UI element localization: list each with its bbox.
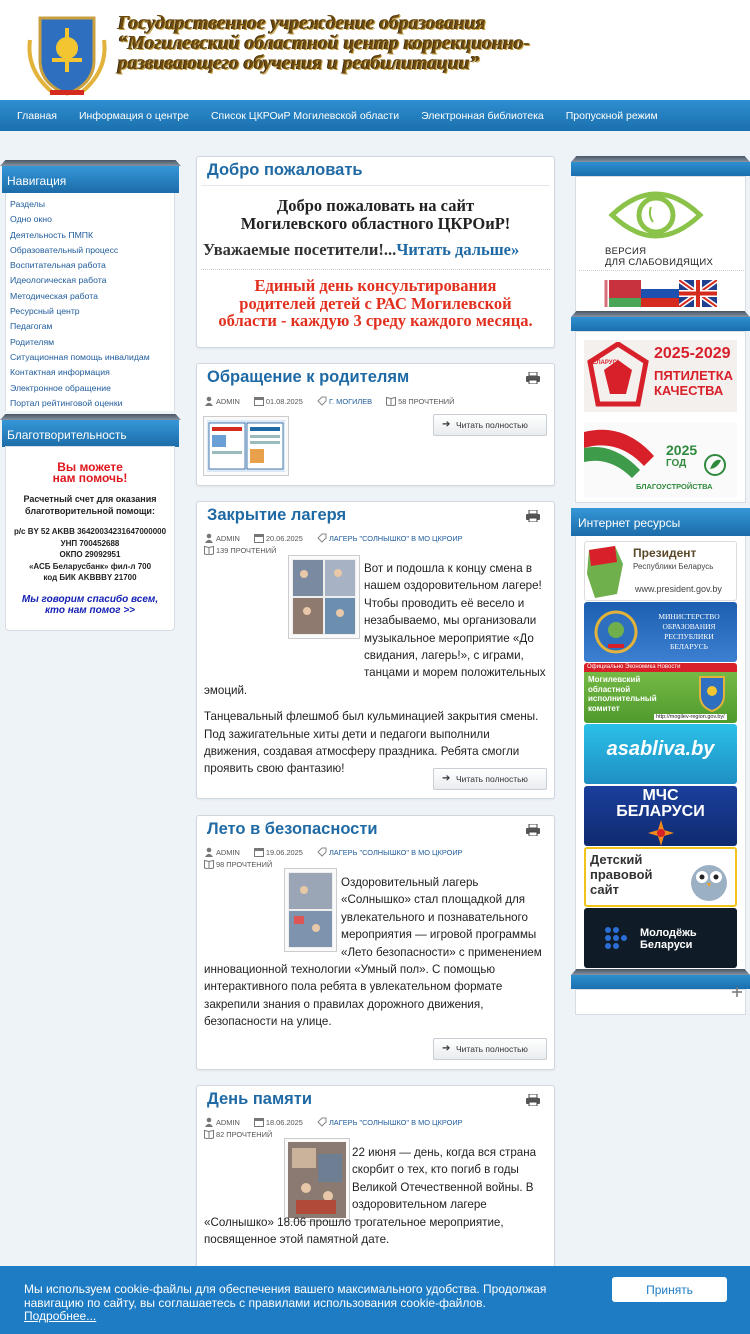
banner-text: asabliva.by xyxy=(606,738,715,760)
read-full-button[interactable]: ➔ Читать полностью xyxy=(433,414,547,436)
consultation-notice xyxy=(197,277,554,330)
banner-text-line: Молодёжь xyxy=(640,927,697,939)
cookie-text xyxy=(24,1283,599,1324)
article-card xyxy=(196,815,555,1070)
print-icon[interactable] xyxy=(526,510,540,522)
nav-item[interactable]: Деятельность ПМПК xyxy=(10,229,94,240)
uk-flag-icon[interactable] xyxy=(679,280,717,307)
banner-text: Республики Беларусь xyxy=(633,562,714,571)
nav-item[interactable]: Разделы xyxy=(10,199,45,209)
cookie-more-link[interactable]: Подробнее... xyxy=(24,1309,97,1323)
dots-logo-icon xyxy=(604,926,628,950)
banner-text-line: Беларуси xyxy=(640,939,693,951)
cookie-message: Мы используем cookie-файлы для обеспечения вашего максимального удобства. Продолжая навигацию по сайту, вы соглашаетесь с правилами использования cookie-файлов. xyxy=(24,1282,547,1310)
mchs-star-icon xyxy=(648,820,674,846)
banner-text-line: МЧС xyxy=(642,787,679,804)
banner-text: http://mogilev-region.gov.by/ xyxy=(656,714,725,720)
menu-about[interactable]: Информация о центре xyxy=(78,109,189,122)
article-title[interactable]: Закрытие лагеря xyxy=(207,506,347,524)
bank-unp: УНП 700452688 xyxy=(60,538,120,548)
article-meta xyxy=(204,1117,547,1141)
right-panel-header xyxy=(571,162,750,176)
banner-text xyxy=(584,788,737,820)
book-icon xyxy=(204,859,214,869)
right-panel-header xyxy=(571,975,750,989)
menu-centers-list[interactable]: Список ЦКРОиР Могилевской области xyxy=(210,109,400,122)
article-card xyxy=(196,1085,555,1285)
oblispolkom-banner[interactable] xyxy=(584,663,737,723)
calendar-icon xyxy=(254,533,264,543)
print-icon[interactable] xyxy=(526,1094,540,1106)
site-header xyxy=(0,0,750,100)
book-icon xyxy=(204,1129,214,1139)
welcome-text xyxy=(197,197,554,233)
pyatiletka-line: КАЧЕСТВА xyxy=(654,383,724,398)
author-name: ADMIN xyxy=(216,397,240,406)
asabliva-banner[interactable] xyxy=(584,724,737,784)
author xyxy=(204,534,246,543)
visitors-greeting: Уважаемые посетители!... xyxy=(203,240,397,259)
author-name: ADMIN xyxy=(216,1118,240,1127)
article-body xyxy=(204,560,548,778)
views-count: 58 ПРОЧТЕНИЙ xyxy=(398,397,455,406)
russia-flag-icon[interactable] xyxy=(641,280,679,307)
coat-of-arms-logo[interactable] xyxy=(22,10,112,96)
banner-text: Президент xyxy=(633,546,697,560)
category-link[interactable]: ЛАГЕРЬ "СОЛНЫШКО" В МО ЦКРОИР xyxy=(328,848,463,857)
charity-title-line: Вы можете xyxy=(57,460,123,474)
banner-text xyxy=(588,675,657,713)
bank-account: р/с BY 52 AKBB 36420034231647000000 xyxy=(13,527,167,536)
category-link[interactable]: ЛАГЕРЬ "СОЛНЫШКО" В МО ЦКРОИР xyxy=(328,1118,463,1127)
nav-item[interactable]: Ресурсный центр xyxy=(10,306,80,317)
owl-icon xyxy=(686,853,732,903)
book-icon xyxy=(386,396,396,406)
welcome-title: Добро пожаловать xyxy=(207,161,363,179)
tag xyxy=(317,1118,469,1127)
coat-of-arms-icon xyxy=(692,673,732,713)
internet-resources-heading: Интернет ресурсы xyxy=(571,508,750,536)
expand-icon[interactable] xyxy=(732,987,742,997)
float-spacer xyxy=(204,560,364,678)
read-full-button[interactable]: ➔ Читать полностью xyxy=(433,1038,547,1060)
menu-access[interactable]: Пропускной режим xyxy=(565,109,658,122)
notice-line: Единый день консультирования xyxy=(254,276,497,295)
nav-item[interactable]: Идеологическая работа xyxy=(10,275,107,286)
banner-text-line: БЕЛАРУСЬ xyxy=(670,642,708,651)
campaign-panel xyxy=(575,331,746,503)
views xyxy=(204,1130,278,1139)
leaf-badge-icon xyxy=(704,454,726,476)
charity-subtitle-line: благотворительной помощи: xyxy=(25,506,155,516)
welcome-line: Могилевского областного ЦКРОиР! xyxy=(240,214,511,233)
god-text: БЛАГОУСТРОЙСТВА xyxy=(636,482,713,491)
user-icon xyxy=(204,1117,214,1127)
pyatiletka-text xyxy=(654,368,733,398)
nav-item[interactable]: Портал рейтинговой оценки xyxy=(10,397,123,408)
pyatiletka-line: ПЯТИЛЕТКА xyxy=(654,368,734,383)
ministry-education-banner[interactable] xyxy=(584,602,737,662)
notice-line: области - каждую 3 среду каждого месяца. xyxy=(218,311,533,330)
nav-item[interactable]: Образовательный процесс xyxy=(10,244,119,255)
banner-text-line: ОБРАЗОВАНИЯ xyxy=(662,622,716,631)
article-thumbnail[interactable] xyxy=(203,416,289,476)
author xyxy=(204,397,246,406)
print-icon[interactable] xyxy=(526,372,540,384)
author-name: ADMIN xyxy=(216,534,240,543)
article-title[interactable]: Обращение к родителям xyxy=(207,368,410,386)
article-paragraph: 22 июня — день, когда вся страна скорбит о тех, кто погиб в годы Великой Отечественной войны. В оздоровительном лагере «Солнышко» 18.06 прошло трогательное мероприятие, посвященное этой памятной дате. xyxy=(204,1146,537,1247)
president-banner[interactable] xyxy=(584,541,737,601)
menu-home[interactable]: Главная xyxy=(17,109,57,122)
god-year: 2025 xyxy=(666,442,698,458)
nav-item[interactable]: Электронное обращение xyxy=(10,382,111,393)
banner-text-line: МИНИСТЕРСТВО xyxy=(658,612,720,621)
top-menu xyxy=(0,100,750,131)
calendar-icon xyxy=(254,1117,264,1127)
charity-panel xyxy=(5,446,175,631)
tag xyxy=(317,397,378,406)
views-count: 98 ПРОЧТЕНИЙ xyxy=(216,860,273,869)
calendar-icon xyxy=(254,396,264,406)
tag xyxy=(317,534,469,543)
charity-heading: Благотворительность xyxy=(2,420,179,447)
date-text: 19.06.2025 xyxy=(265,848,303,857)
banner-text-line: правовой xyxy=(590,867,653,882)
pyatiletka-years: 2025-2029 xyxy=(654,345,731,362)
bank-okpo: ОКПО 29092951 xyxy=(59,550,121,559)
banner-text-line: РЕСПУБЛИКИ xyxy=(664,632,714,641)
article-card xyxy=(196,363,555,486)
author-name: ADMIN xyxy=(216,848,240,857)
article-meta xyxy=(204,533,547,557)
site-title-line: развивающего обучения и реабилитации” xyxy=(118,53,480,74)
charity-title xyxy=(6,462,174,484)
banner-text xyxy=(590,852,653,897)
book-icon xyxy=(204,545,214,555)
article-body xyxy=(204,1144,548,1248)
site-title-line: “Могилевский областной центр коррекционно- xyxy=(118,33,531,54)
god-blagoustroystva-banner[interactable] xyxy=(584,422,737,498)
banner-text-line: сайт xyxy=(590,882,619,897)
tag-icon xyxy=(317,1117,327,1127)
notice-line: родителей детей с РАС Могилевской xyxy=(239,293,512,313)
article-paragraph: Оздоровительный лагерь «Солнышко» стал площадкой для увлекательного и познавательного мероприятия — игровой программы «Лето безопасности» с применением инновационной технологии «Умный пол». С помощью интерактивного пола ребята в увлекательном формате закрепили знания о правилах дорожного движения, безопасности на улице. xyxy=(204,876,542,1029)
navigation-heading: Навигация xyxy=(2,166,179,193)
author xyxy=(204,848,246,857)
category-link[interactable]: Г. МОГИЛЕВ xyxy=(328,397,373,406)
right-panel-header xyxy=(571,317,750,331)
banner-text xyxy=(646,612,732,652)
tag xyxy=(317,848,469,857)
visitors-line xyxy=(203,240,554,260)
date xyxy=(254,534,309,543)
tag-icon xyxy=(317,533,327,543)
accessibility-text[interactable] xyxy=(605,246,713,268)
quality-sign-icon xyxy=(586,342,650,410)
menu-library[interactable]: Электронная библиотека xyxy=(421,109,544,122)
banner-text-line: Могилевский xyxy=(588,675,641,684)
user-icon xyxy=(204,396,214,406)
charity-thanks-line: кто нам помог >> xyxy=(44,604,135,616)
welcome-block xyxy=(196,156,555,348)
charity-thanks-line: Мы говорим спасибо всем, xyxy=(21,593,159,605)
article-meta xyxy=(204,847,547,871)
date-text: 20.06.2025 xyxy=(265,534,303,543)
empty-panel xyxy=(575,989,746,1015)
welcome-line: Добро пожаловать на сайт xyxy=(276,196,475,215)
badge-text: БЕЛАРУСЬ xyxy=(588,360,622,366)
bank-details xyxy=(6,526,174,584)
site-title-line: Государственное учреждение образования xyxy=(118,13,486,34)
banner-text xyxy=(640,927,697,951)
banner-text-line: Детский xyxy=(590,852,643,867)
user-icon xyxy=(204,533,214,543)
god-word: ГОД xyxy=(666,458,687,469)
banner-text: www.president.gov.by xyxy=(635,584,722,594)
float-spacer xyxy=(204,1144,352,1212)
leaflet-image xyxy=(207,420,285,472)
banner-text-line: исполнительный xyxy=(588,694,657,703)
eye-icon[interactable] xyxy=(606,185,706,245)
charity-subtitle-line: Расчетный счет для оказания xyxy=(23,494,157,504)
tag-icon xyxy=(317,396,327,406)
children-legal-site-banner[interactable] xyxy=(584,847,737,907)
divider xyxy=(579,270,744,271)
float-spacer xyxy=(204,874,341,960)
mchs-banner[interactable] xyxy=(584,786,737,846)
article-card xyxy=(196,501,555,799)
views xyxy=(386,397,460,406)
print-icon[interactable] xyxy=(526,824,540,836)
youth-belarus-banner[interactable] xyxy=(584,908,737,968)
article-meta xyxy=(204,396,547,408)
charity-subtitle xyxy=(6,493,174,517)
belarus-map-icon xyxy=(585,542,625,601)
navigation-panel xyxy=(5,193,175,411)
cookie-accept-button[interactable]: Принять xyxy=(612,1277,727,1302)
nav-item[interactable]: Родителям xyxy=(10,336,55,347)
banner-text-line: областной xyxy=(588,684,631,694)
category-link[interactable]: ЛАГЕРЬ "СОЛНЫШКО" В МО ЦКРОИР xyxy=(328,534,463,543)
bank-bik: код БИК AKBBBY 21700 xyxy=(43,573,137,582)
accessibility-line: ДЛЯ СЛАБОВИДЯЩИХ xyxy=(605,257,714,268)
read-more-link[interactable]: Читать дальше» xyxy=(396,240,520,259)
article-title[interactable]: Лето в безопасности xyxy=(207,820,378,838)
site-title xyxy=(118,14,558,74)
author xyxy=(204,1118,246,1127)
bank-name: «АСБ Беларусбанк» фил-л 700 xyxy=(28,561,152,571)
date-text: 01.08.2025 xyxy=(265,397,303,406)
calendar-icon xyxy=(254,847,264,857)
emblem-icon xyxy=(592,608,640,656)
article-paragraph: Вот и подошла к концу смена в нашем оздоровительном лагере! Чтобы проводить её весело и незабываемо, мы организовали музыкальное мероприятие «До свидания, лагерь!», с играми, танцами и морем положительных эмоций. xyxy=(204,562,546,697)
charity-thanks-link[interactable] xyxy=(6,594,174,616)
views-count: 139 ПРОЧТЕНИЙ xyxy=(216,546,277,555)
article-body xyxy=(204,874,548,1031)
nav-item[interactable]: Контактная информация xyxy=(10,367,110,378)
article-paragraph: Танцевальный флешмоб был кульминацией закрытия смены. Под зажигательные хиты дети и педагоги выполнили движения, создавая атмосферу праздника. Ребята смогли проявить свою фантазию! xyxy=(204,710,539,776)
nav-item[interactable]: Ситуационная помощь инвалидам xyxy=(10,351,150,362)
user-icon xyxy=(204,847,214,857)
nav-item[interactable]: Педагогам xyxy=(10,321,53,332)
accessibility-panel xyxy=(575,176,746,312)
date xyxy=(254,848,309,857)
nav-item[interactable]: Одно окно xyxy=(10,214,52,225)
title-divider xyxy=(201,185,550,186)
views xyxy=(204,860,278,869)
divider xyxy=(201,269,550,270)
date xyxy=(254,397,309,406)
views xyxy=(204,546,282,555)
pyatiletka-banner[interactable] xyxy=(584,340,737,412)
views-count: 82 ПРОЧТЕНИЙ xyxy=(216,1130,273,1139)
nav-item[interactable]: Воспитательная работа xyxy=(10,260,106,271)
belarus-flag-icon[interactable] xyxy=(603,280,641,307)
read-full-button[interactable]: ➔ Читать полностью xyxy=(433,768,547,790)
accessibility-line: ВЕРСИЯ xyxy=(605,246,647,257)
tag-icon xyxy=(317,847,327,857)
article-title[interactable]: День памяти xyxy=(207,1090,313,1108)
charity-title-line: нам помочь! xyxy=(52,471,128,485)
banner-text-line: комитет xyxy=(588,703,620,713)
banner-text: Официально Экономика Новости xyxy=(584,663,737,672)
date xyxy=(254,1118,309,1127)
nav-item[interactable]: Методическая работа xyxy=(10,290,98,301)
banner-text-line: БЕЛАРУСИ xyxy=(616,803,705,820)
date-text: 18.06.2025 xyxy=(265,1118,303,1127)
